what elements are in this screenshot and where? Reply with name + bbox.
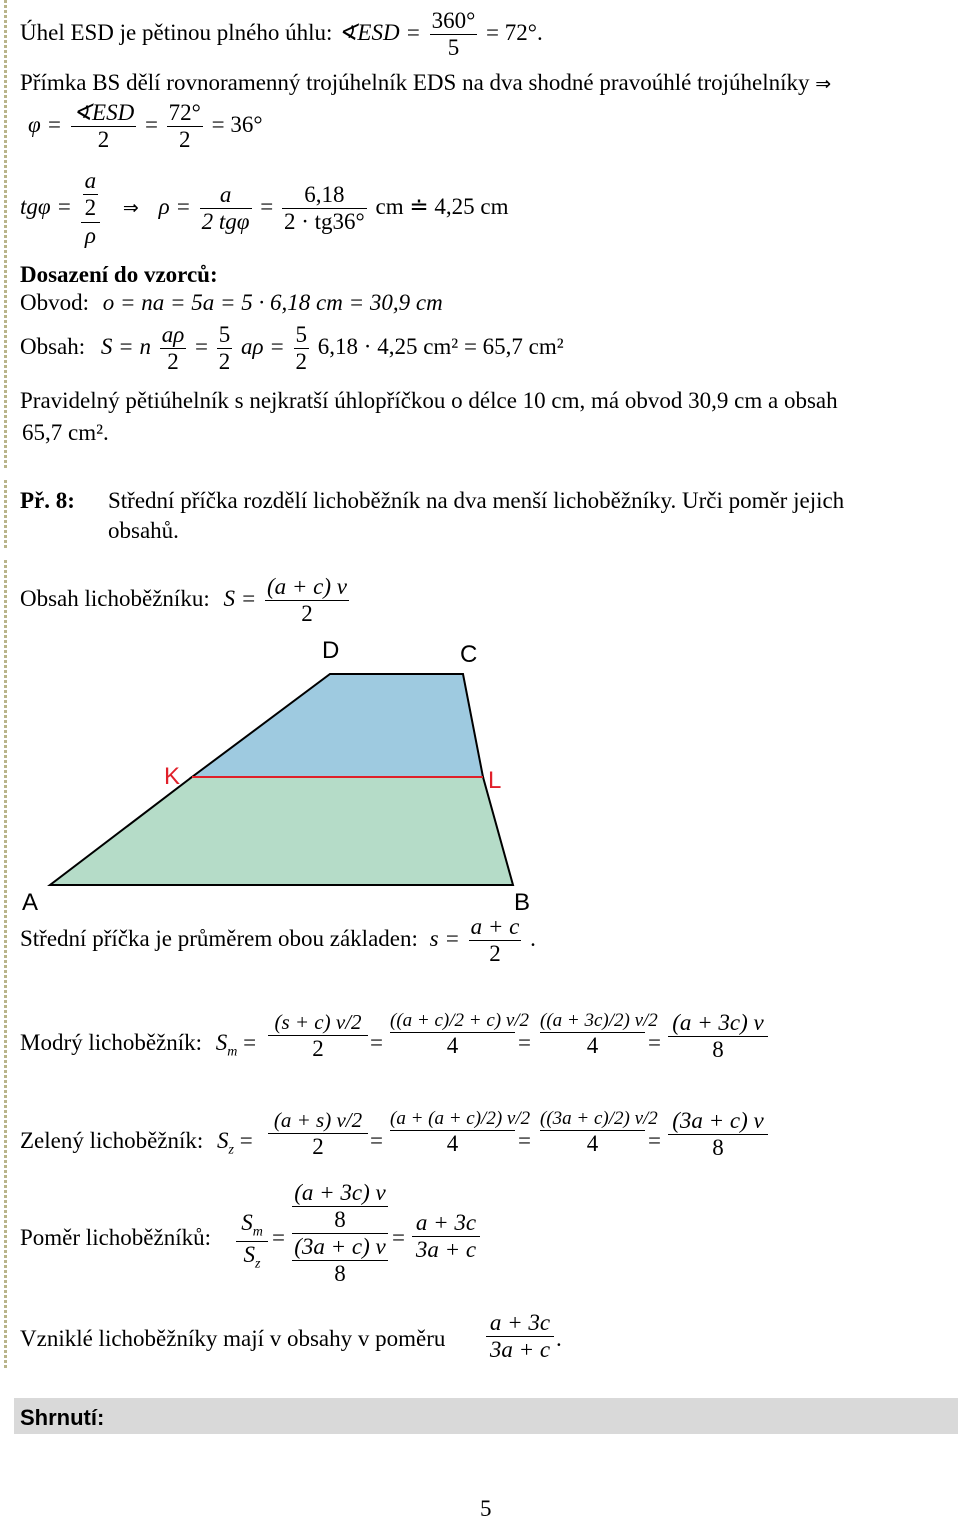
blue-sub: m <box>227 1044 238 1060</box>
vertex-label-b: B <box>514 889 531 916</box>
obsah-label: Obsah: <box>20 334 86 360</box>
vertex-label-d: D <box>322 637 340 664</box>
ratio-lhs <box>236 1210 268 1272</box>
fraction-num: (3a + c) v <box>668 1108 768 1135</box>
tg-lhs: tgφ = <box>20 193 72 219</box>
fraction <box>167 100 203 154</box>
vertex-label-c: C <box>460 641 478 668</box>
area-lhs: S = <box>223 586 257 612</box>
blue-label: Modrý lichoběžník: <box>20 1030 203 1055</box>
intro-line-2 <box>20 70 831 96</box>
fraction-den: 4 <box>446 1131 459 1156</box>
fraction-den: 2 <box>295 349 308 375</box>
implies-icon: ⇒ <box>815 73 832 95</box>
fraction <box>294 322 310 376</box>
fraction-den: S <box>243 1241 256 1267</box>
blue-f4 <box>668 1010 768 1063</box>
equals: = <box>260 193 274 219</box>
fraction-den: 2 · tg36° <box>283 209 365 235</box>
tg-equation <box>20 168 508 249</box>
blue-label-line <box>20 1030 256 1061</box>
obvod-expression: o = na = 5a = 5 · 6,18 cm = 30,9 cm <box>102 290 443 315</box>
ratio-compound <box>292 1180 388 1287</box>
phi-result: = 36° <box>211 112 263 138</box>
phi-lhs: φ = <box>28 112 62 138</box>
rho-lhs: ρ = <box>158 193 191 219</box>
obsah-mid: aρ = <box>240 334 285 360</box>
intro-text: Úhel ESD je pětinou plného úhlu: <box>20 20 333 46</box>
fraction-num: a <box>200 182 252 209</box>
equals: = <box>239 1128 253 1153</box>
fraction-num: S <box>241 1210 253 1235</box>
fraction-num <box>81 168 101 223</box>
inner-num-top: (a + 3c) v <box>292 1180 388 1207</box>
green-f2 <box>390 1108 531 1157</box>
equals: = <box>518 1128 531 1153</box>
vertex-label-a: A <box>22 889 39 916</box>
ratio-result <box>412 1210 480 1263</box>
equals: = <box>370 1128 383 1153</box>
margin-rule <box>4 0 7 470</box>
fraction-den: 2 <box>218 349 231 375</box>
fraction <box>71 100 136 154</box>
fraction-den: ρ <box>84 222 96 248</box>
fraction-num: 5 <box>294 322 310 349</box>
midline-lhs: s = <box>429 926 460 952</box>
final-fraction <box>486 1310 554 1363</box>
blue-f3 <box>540 1010 658 1059</box>
obsah-lhs: S = n <box>100 334 151 360</box>
fraction-den: 2 <box>489 941 501 967</box>
fraction <box>83 168 99 222</box>
fraction-num: 72° <box>167 100 203 127</box>
inner-den-top: (3a + c) v <box>292 1234 388 1261</box>
obvod-label: Obvod: <box>20 290 89 315</box>
inner-den-bot: 8 <box>334 1261 346 1286</box>
angle-esd: ∢ESD = <box>338 20 421 46</box>
equals: = <box>144 112 158 138</box>
angle-result: = 72°. <box>486 20 543 46</box>
fraction-num: ((a + c)/2 + c) v/2 <box>390 1010 530 1031</box>
intro-line-1 <box>20 8 543 62</box>
fraction-num: (a + 3c) v <box>668 1010 768 1037</box>
fraction-den: 2 <box>312 1134 324 1159</box>
fraction-num: (a + s) v/2 <box>268 1108 368 1134</box>
blue-f1 <box>268 1010 368 1062</box>
green-f3 <box>540 1108 658 1157</box>
fraction-den: 2 <box>167 349 179 375</box>
area-label: Obsah lichoběžníku: <box>20 586 210 612</box>
fraction-den: 2 <box>97 127 110 153</box>
equals: = <box>648 1030 661 1055</box>
fraction-den: 5 <box>447 35 460 61</box>
fraction-num: a + 3c <box>486 1310 554 1337</box>
fraction-den: 2 <box>301 601 313 627</box>
fraction <box>217 322 233 376</box>
summary-label: Shrnutí: <box>20 1405 105 1430</box>
obsah-result: 6,18 · 4,25 cm² = 65,7 cm² <box>317 334 564 360</box>
fraction-num: aρ <box>160 322 187 349</box>
vertex-label-k: K <box>164 763 181 790</box>
conclusion-text: Pravidelný pětiúhelník s nejkratší úhlopříčkou o délce 10 cm, má obvod 30,9 cm a obsah <box>20 388 838 413</box>
fraction <box>282 182 367 236</box>
inner-num-bot: 8 <box>292 1207 388 1234</box>
midline-formula <box>20 914 536 968</box>
equals: = <box>518 1030 531 1055</box>
fraction <box>469 914 522 968</box>
section-heading: Dosazení do vzorců: <box>20 262 218 287</box>
fraction-den: 4 <box>586 1033 599 1058</box>
final-text: Vzniklé lichoběžníky mají v obsahy v poměru <box>20 1326 446 1351</box>
implies-icon: ⇒ <box>122 196 139 219</box>
equals: = <box>243 1030 257 1055</box>
equals: = <box>272 1225 285 1250</box>
summary-box <box>14 1402 958 1434</box>
blue-lhs: S <box>215 1030 228 1055</box>
fraction-num: (a + c) v <box>265 574 349 601</box>
fraction-num: ((a + 3c)/2) v/2 <box>540 1010 658 1031</box>
obvod-line <box>20 290 443 316</box>
fraction-den: 2 tgφ <box>201 209 250 235</box>
fraction-num: 360° <box>430 8 478 35</box>
ratio-label: Poměr lichoběžníků: <box>20 1225 211 1250</box>
fraction <box>200 182 252 236</box>
fraction-den: 4 <box>446 1033 459 1058</box>
blue-f2 <box>390 1010 530 1059</box>
midline-text: Střední příčka je průměrem obou základen: <box>20 926 418 952</box>
example-label: Př. 8: <box>20 488 75 513</box>
sub-z: z <box>255 1256 261 1272</box>
fraction-den: 2 <box>84 195 97 221</box>
green-trapezoid <box>50 777 513 885</box>
area-formula <box>20 574 352 628</box>
blue-trapezoid <box>192 674 483 777</box>
page-number: 5 <box>480 1496 492 1521</box>
fraction <box>430 8 478 62</box>
fraction-num: a + c <box>469 914 522 941</box>
green-f4 <box>668 1108 768 1161</box>
equals: = <box>392 1225 405 1250</box>
fraction-num: a <box>83 168 99 195</box>
fraction-num: a + 3c <box>412 1210 480 1237</box>
obsah-line <box>20 322 564 376</box>
fraction <box>160 322 187 376</box>
trapezoid-figure <box>0 630 960 920</box>
green-label-line <box>20 1128 253 1159</box>
sub-m: m <box>252 1224 263 1240</box>
fraction <box>265 574 349 628</box>
equals: = <box>195 334 208 360</box>
conclusion-value: 65,7 cm². <box>22 420 109 445</box>
equals: = <box>648 1128 661 1153</box>
fraction-den: 8 <box>712 1135 724 1160</box>
intro-text-2: Přímka BS dělí rovnoramenný trojúhelník EDS na dva shodné pravoúhlé trojúhelníky <box>20 70 810 95</box>
period: . <box>556 1326 562 1351</box>
equals: = <box>370 1030 383 1055</box>
vertex-label-l: L <box>488 767 502 794</box>
example-text: Střední příčka rozdělí lichoběžník na dva menší lichoběžníky. Urči poměr jejich <box>108 488 845 513</box>
fraction-den: 2 <box>179 127 191 153</box>
green-label: Zelený lichoběžník: <box>20 1128 204 1153</box>
margin-rule <box>4 480 7 550</box>
compound-fraction <box>81 168 101 249</box>
fraction-den: 8 <box>712 1037 724 1062</box>
fraction-num: 6,18 <box>282 182 367 209</box>
fraction-num: (s + c) v/2 <box>268 1010 368 1036</box>
fraction-den: 2 <box>312 1036 324 1061</box>
fraction-num: ∢ESD <box>71 100 136 127</box>
fraction-num: (a + (a + c)/2) v/2 <box>390 1108 531 1129</box>
fraction-den: 3a + c <box>489 1337 551 1362</box>
fraction-den: 3a + c <box>415 1237 477 1262</box>
green-lhs: S <box>217 1128 229 1153</box>
green-f1 <box>268 1108 368 1160</box>
period: . <box>530 926 536 952</box>
rho-result: cm ≐ 4,25 cm <box>375 193 509 219</box>
example-text-2: obsahů. <box>108 518 179 543</box>
fraction-den: 4 <box>586 1131 599 1156</box>
fraction-num: ((3a + c)/2) v/2 <box>540 1108 658 1129</box>
green-sub: z <box>228 1142 234 1158</box>
fraction-num: 5 <box>217 322 233 349</box>
phi-equation <box>28 100 263 154</box>
